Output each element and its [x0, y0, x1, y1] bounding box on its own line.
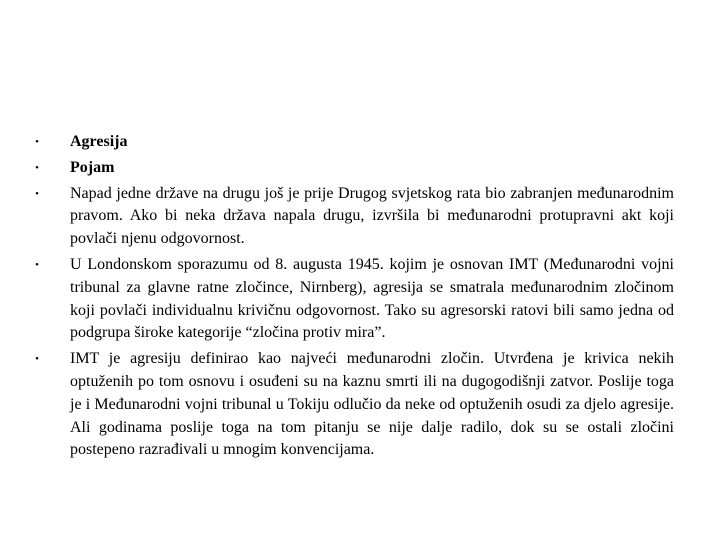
bullet-item-pojam	[22, 157, 674, 180]
bullet-text: Pojam	[70, 158, 115, 176]
bullet-dot-icon: •	[35, 353, 39, 366]
bullet-text: U Londonskom sporazumu od 8. augusta 1945. kojim je osnovan IMT (Međunarodni vojni tribunal za glavne ratne zločince, Nirnberg), agresija se smatrala međunarodnim zločinom koji povlači individualnu krivičnu odgovornost. Tako su agresorski ratovi bili samo jedna od podgrupa široke kategorije “zločina protiv mira”.	[70, 255, 674, 342]
bullet-text: Agresija	[70, 133, 128, 150]
bullet-dot-icon: •	[35, 258, 39, 271]
bullet-item-londonski-sporazum	[22, 254, 674, 345]
bullet-item-agresija	[22, 131, 674, 154]
bullet-item-imt	[22, 348, 674, 462]
bullet-dot-icon: •	[35, 136, 39, 148]
bullet-dot-icon: •	[35, 161, 39, 174]
bullet-list	[22, 131, 674, 465]
bullet-text: IMT je agresiju definirao kao najveći međunarodni zločin. Utvrđena je krivica nekih optuženih po tom osnovu i osuđeni su na kaznu smrti ili na dugogodišnji zatvor. Poslije toga je i Međunarodni vojni tribunal u Tokiju odlučio da neke od optuženih osudi za djelo agresije. Ali godinama poslije toga na tom pitanju se nije dalje radilo, dok su se ostali zločini postepeno razrađivali u mnogim konvencijama.	[70, 350, 674, 459]
bullet-text: Napad jedne države na drugu još je prije Drugog svjetskog rata bio zabranjen međunarodnim pravom. Ako bi neka država napala drugu, izvršila bi međunarodni protupravni akt koji povlači njenu odgovornost.	[70, 184, 674, 248]
bullet-dot-icon: •	[35, 187, 39, 200]
bullet-item-napad	[22, 183, 674, 251]
